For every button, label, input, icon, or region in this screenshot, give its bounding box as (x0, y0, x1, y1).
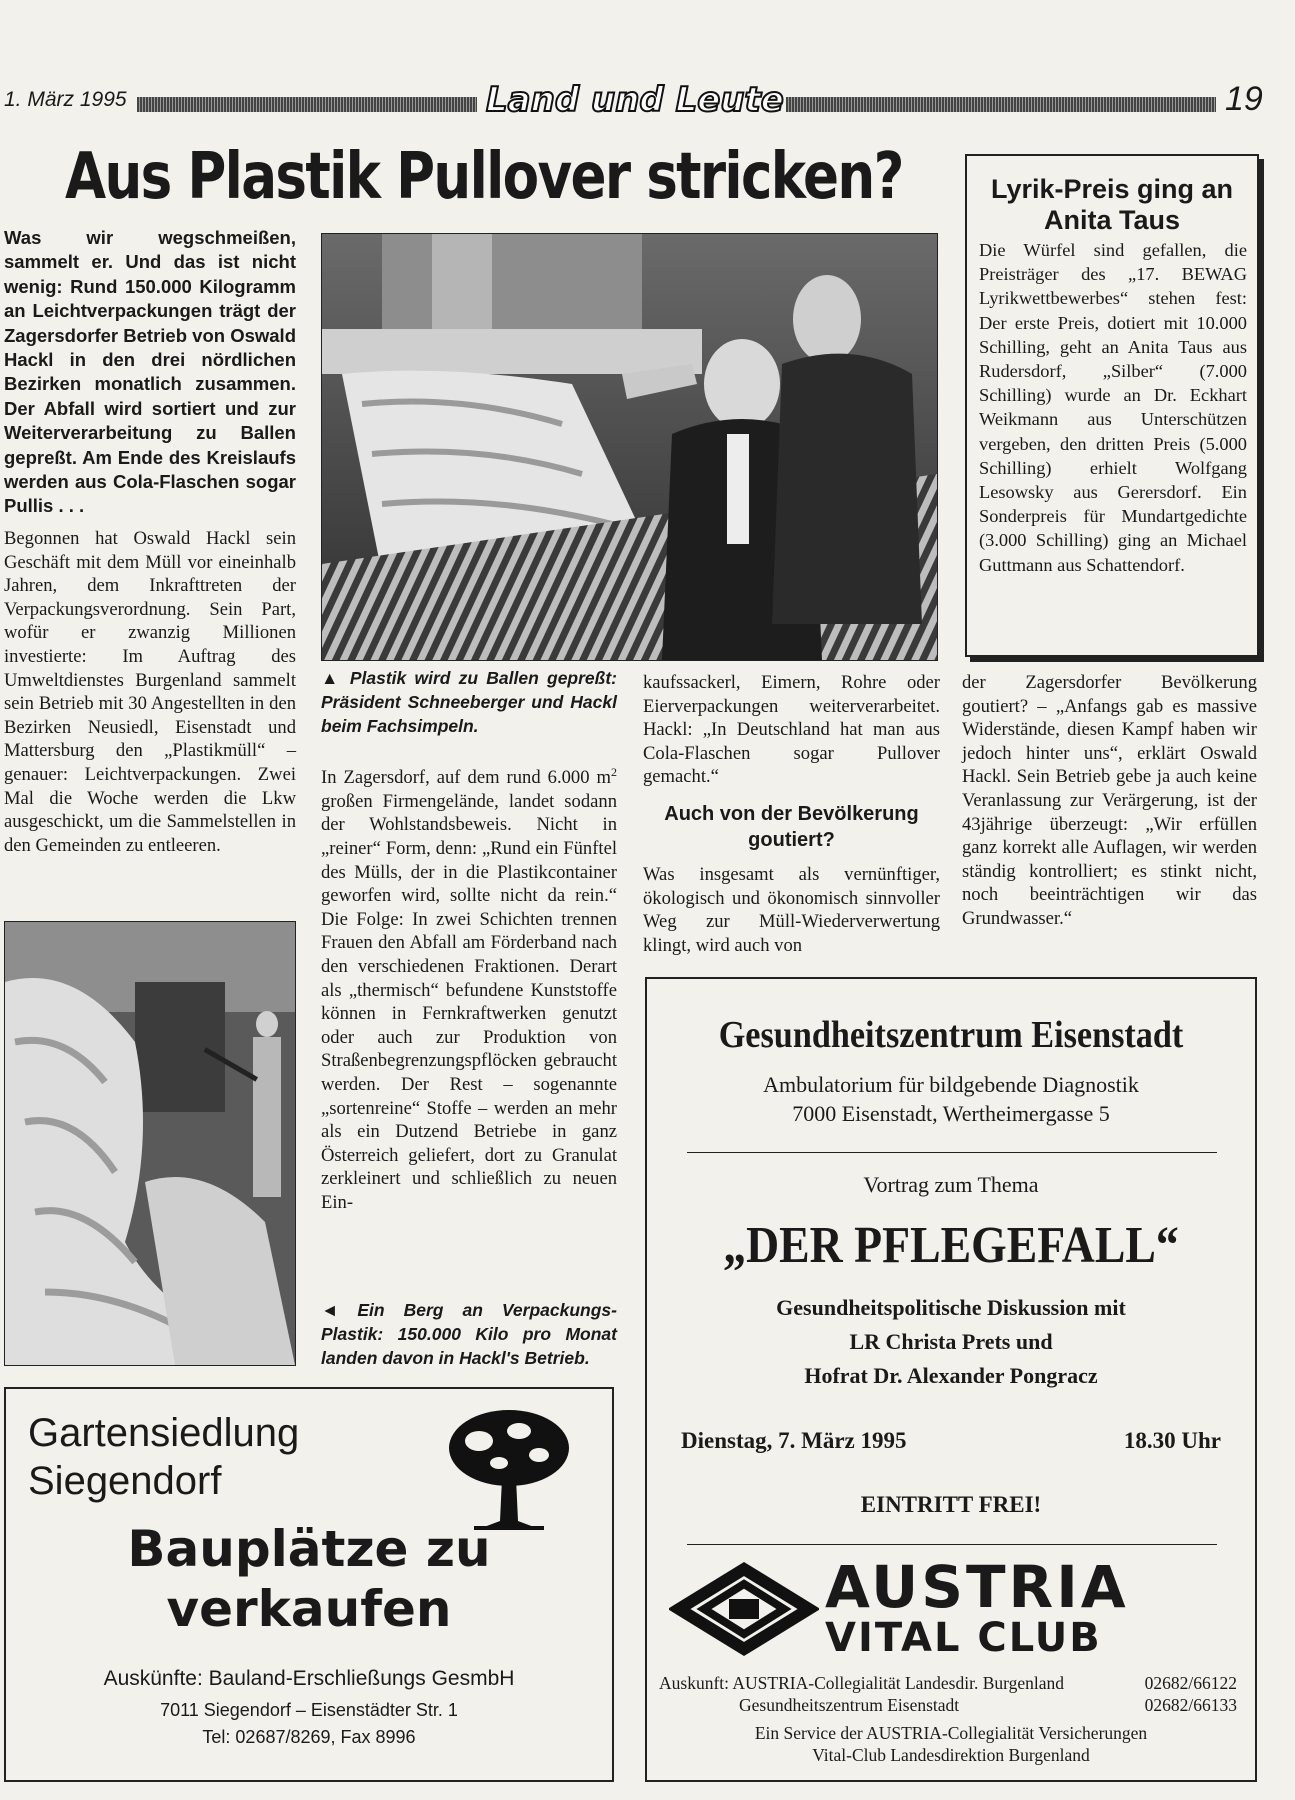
ad-contact1-label: Auskunft: AUSTRIA-Collegialität Landesdir. Burgenland (659, 1673, 1065, 1693)
ad-gesundheit-desc1: Gesundheitspolitische Diskussion mit (776, 1295, 1126, 1320)
lyrik-preis-box (965, 154, 1259, 657)
ad-gesundheit-time: 18.30 Uhr (1123, 1428, 1221, 1453)
photo-baling-press (321, 233, 938, 661)
ad-gesundheit-entry: EINTRITT FREI! (860, 1492, 1042, 1517)
ad-siegendorf-headline-1: Bauplätze zu (127, 1520, 491, 1578)
article-headline: Aus Plastik Pullover stricken? (65, 140, 903, 214)
ad-gesundheit-title: „DER PFLEGEFALL“ (723, 1217, 1179, 1274)
ad-divider-1 (687, 1152, 1217, 1153)
article-subhead: Auch von der Bevölkerung goutiert? (664, 803, 919, 851)
ad-logo-austria: AUSTRIA (825, 1553, 1129, 1621)
ad-siegendorf-phone: Tel: 02687/8269, Fax 8996 (202, 1727, 416, 1747)
ad-gesundheit-sub1: Ambulatorium für bildgebende Diagnostik (763, 1072, 1139, 1097)
ad-gesundheit-date: Dienstag, 7. März 1995 (681, 1428, 907, 1453)
ad-siegendorf-address: 7011 Siegendorf – Eisenstädter Str. 1 (160, 1700, 458, 1720)
ad-contact2-label: Gesundheitszentrum Eisenstadt (739, 1695, 960, 1715)
article-column-4: der Zagersdorfer Bevölkerung goutiert? – „Anfangs gab es massive Widerstände, diesen Kampf haben wir jedoch hinter uns“, erklärt Oswald Hackl. Sein Betrieb gebe ja auch keine Veranlassung zur Verärgerung, ist der 43jährige überzeugt: „Wir erfüllen ganz korrekt alle Auflagen, wir werden ständig kontrolliert; es stinkt nicht, noch beeinträchtigen wir das Grundwasser.“ (962, 672, 1257, 929)
ad-footer1: Ein Service der AUSTRIA-Collegialität Versicherungen (754, 1723, 1148, 1743)
issue-date: 1. März 1995 (4, 88, 127, 111)
ad-siegendorf-headline-2: verkaufen (166, 1580, 452, 1638)
ad-gartensiedlung (4, 1387, 614, 1782)
article-column-2 (321, 761, 617, 1214)
section-logo: Land und Leute (486, 80, 784, 120)
photo-plastic-pile (4, 921, 296, 1366)
column-2-text: großen Firmengelände, landet sodann der Wohlstandsbeweis. Nicht in „reiner“ Form, denn: „Rund ein Fünftel des Mülls, der in die Plastikcontainer geworfen wird, sollte nicht da rein.“ Die Folge: In zwei Schichten trennen Frauen den Abfall am Förderband nach den verschiedenen Fraktionen. Derart als „thermisch“ befundene Kunststoffe können in Fernkraftwerken genutzt oder auch zur Produktion von Straßenbegrenzungspflöcken gebraucht werden. Der Rest – sogenannte „sortenreine“ Stoffe – werden an mehr als ein Dutzend Betriebe in ganz Österreich geliefert, dort zu Granulat zerkleinert und schließlich zu neuen Ein- (321, 790, 617, 1213)
ad-logo-vital-club: VITAL CLUB (825, 1615, 1102, 1661)
ad-gesundheit-desc3: Hofrat Dr. Alexander Pongracz (804, 1363, 1098, 1388)
ad-contact2-phone: 02682/66133 (1144, 1695, 1237, 1715)
ad-siegendorf-title-1: Gartensiedlung (28, 1411, 300, 1455)
lyrik-preis-body: Die Würfel sind gefallen, die Preisträger des „17. BEWAG Lyrikwettbewerbes“ stehen fest: Der erste Preis, dotiert mit 10.000 Schilling, geht an Anita Taus aus Rudersdorf, „Silber“ (7.000 Schilling) wurde an Dr. Eckhart Weikmann aus Unterschützen vergeben, den dritten Preis (5.000 Schilling) erhielt Wolfgang Lesowsky aus Gerersdorf. Ein Sonderpreis für Mundartgedichte (3.000 Schilling) ging an Michael Guttmann aus Schattendorf. (979, 240, 1247, 575)
ad-gesundheit-desc2: LR Christa Prets und (849, 1329, 1053, 1354)
article-column-3: kaufssackerl, Eimern, Rohre oder Eierverpackungen weiterverarbeitet. Hackl: „In Deutschland hat man aus Cola-Flaschen sogar Pullover gemacht.“ (643, 672, 940, 788)
ad-gesundheit-sub2: 7000 Eisenstadt, Wertheimergasse 5 (792, 1101, 1110, 1126)
ad-siegendorf-title-2: Siegendorf (28, 1459, 222, 1503)
article-lead: Was wir wegschmeißen, sammelt er. Und das ist nicht wenig: Rund 150.000 Kilogramm an Leichtverpackungen trägt der Zagersdorfer Betrieb von Oswald Hackl in den drei nördlichen Bezirken monatlich zusammen. Der Abfall wird sortiert und zur Weiterverarbeitung zu Ballen gepreßt. Am Ende des Kreislaufs werden aus Cola-Flaschen sogar Pullis . . . (4, 227, 296, 517)
page-number: 19 (1225, 80, 1263, 118)
ad-siegendorf-info: Auskünfte: Bauland-Erschließungs GesmbH (103, 1667, 515, 1690)
lyrik-preis-title: Lyrik-Preis ging an Anita Taus (990, 174, 1234, 235)
ad-gesundheit-intro: Vortrag zum Thema (863, 1172, 1039, 1197)
superscript-2: 2 (611, 765, 617, 779)
article-column-1: Begonnen hat Oswald Hackl sein Geschäft mit dem Müll vor eineinhalb Jahren, dem Inkrafttreten der Verpackungsverordnung. Sein Part, wofür er zwanzig Millionen investierte: Im Auftrag des Umweltdienstes Burgenland sammelt sein Betrieb mit 30 Angestellten in den Bezirken Neusiedl, Eisenstadt und Mattersburg den „Plastikmüll“ – genauer: Leichtverpackungen. Zwei Mal die Woche werden die Lkw ausgeschickt, um die Sammelstellen in den Gemeinden zu entleeren. (4, 528, 296, 856)
ad-divider-2 (687, 1544, 1217, 1545)
caption-baling-press: ▲ Plastik wird zu Ballen gepreßt: Präsident Schneeberger und Hackl beim Fachsimpeln. (321, 668, 617, 736)
caption-plastic-pile: ◄ Ein Berg an Verpackungs-Plastik: 150.000 Kilo pro Monat landen davon in Hackl's Betrieb. (321, 1300, 617, 1368)
austria-vital-club-logo-icon (669, 1559, 819, 1659)
column-2-intro: In Zagersdorf, auf dem rund 6.000 m (321, 767, 611, 789)
ad-contact1-phone: 02682/66122 (1144, 1673, 1237, 1693)
ad-gesundheitszentrum (645, 977, 1257, 1782)
header-rule-right (786, 97, 1216, 112)
header-rule-left (137, 97, 477, 112)
ad-footer2: Vital-Club Landesdirektion Burgenland (812, 1745, 1090, 1765)
tree-icon (444, 1403, 574, 1533)
article-column-3-continued: Was insgesamt als vernünftiger, ökologisch und ökonomisch sinnvoller Weg zur Müll-Wiederverwertung klingt, wird auch von (643, 864, 940, 956)
ad-gesundheit-name: Gesundheitszentrum Eisenstadt (718, 1014, 1184, 1056)
